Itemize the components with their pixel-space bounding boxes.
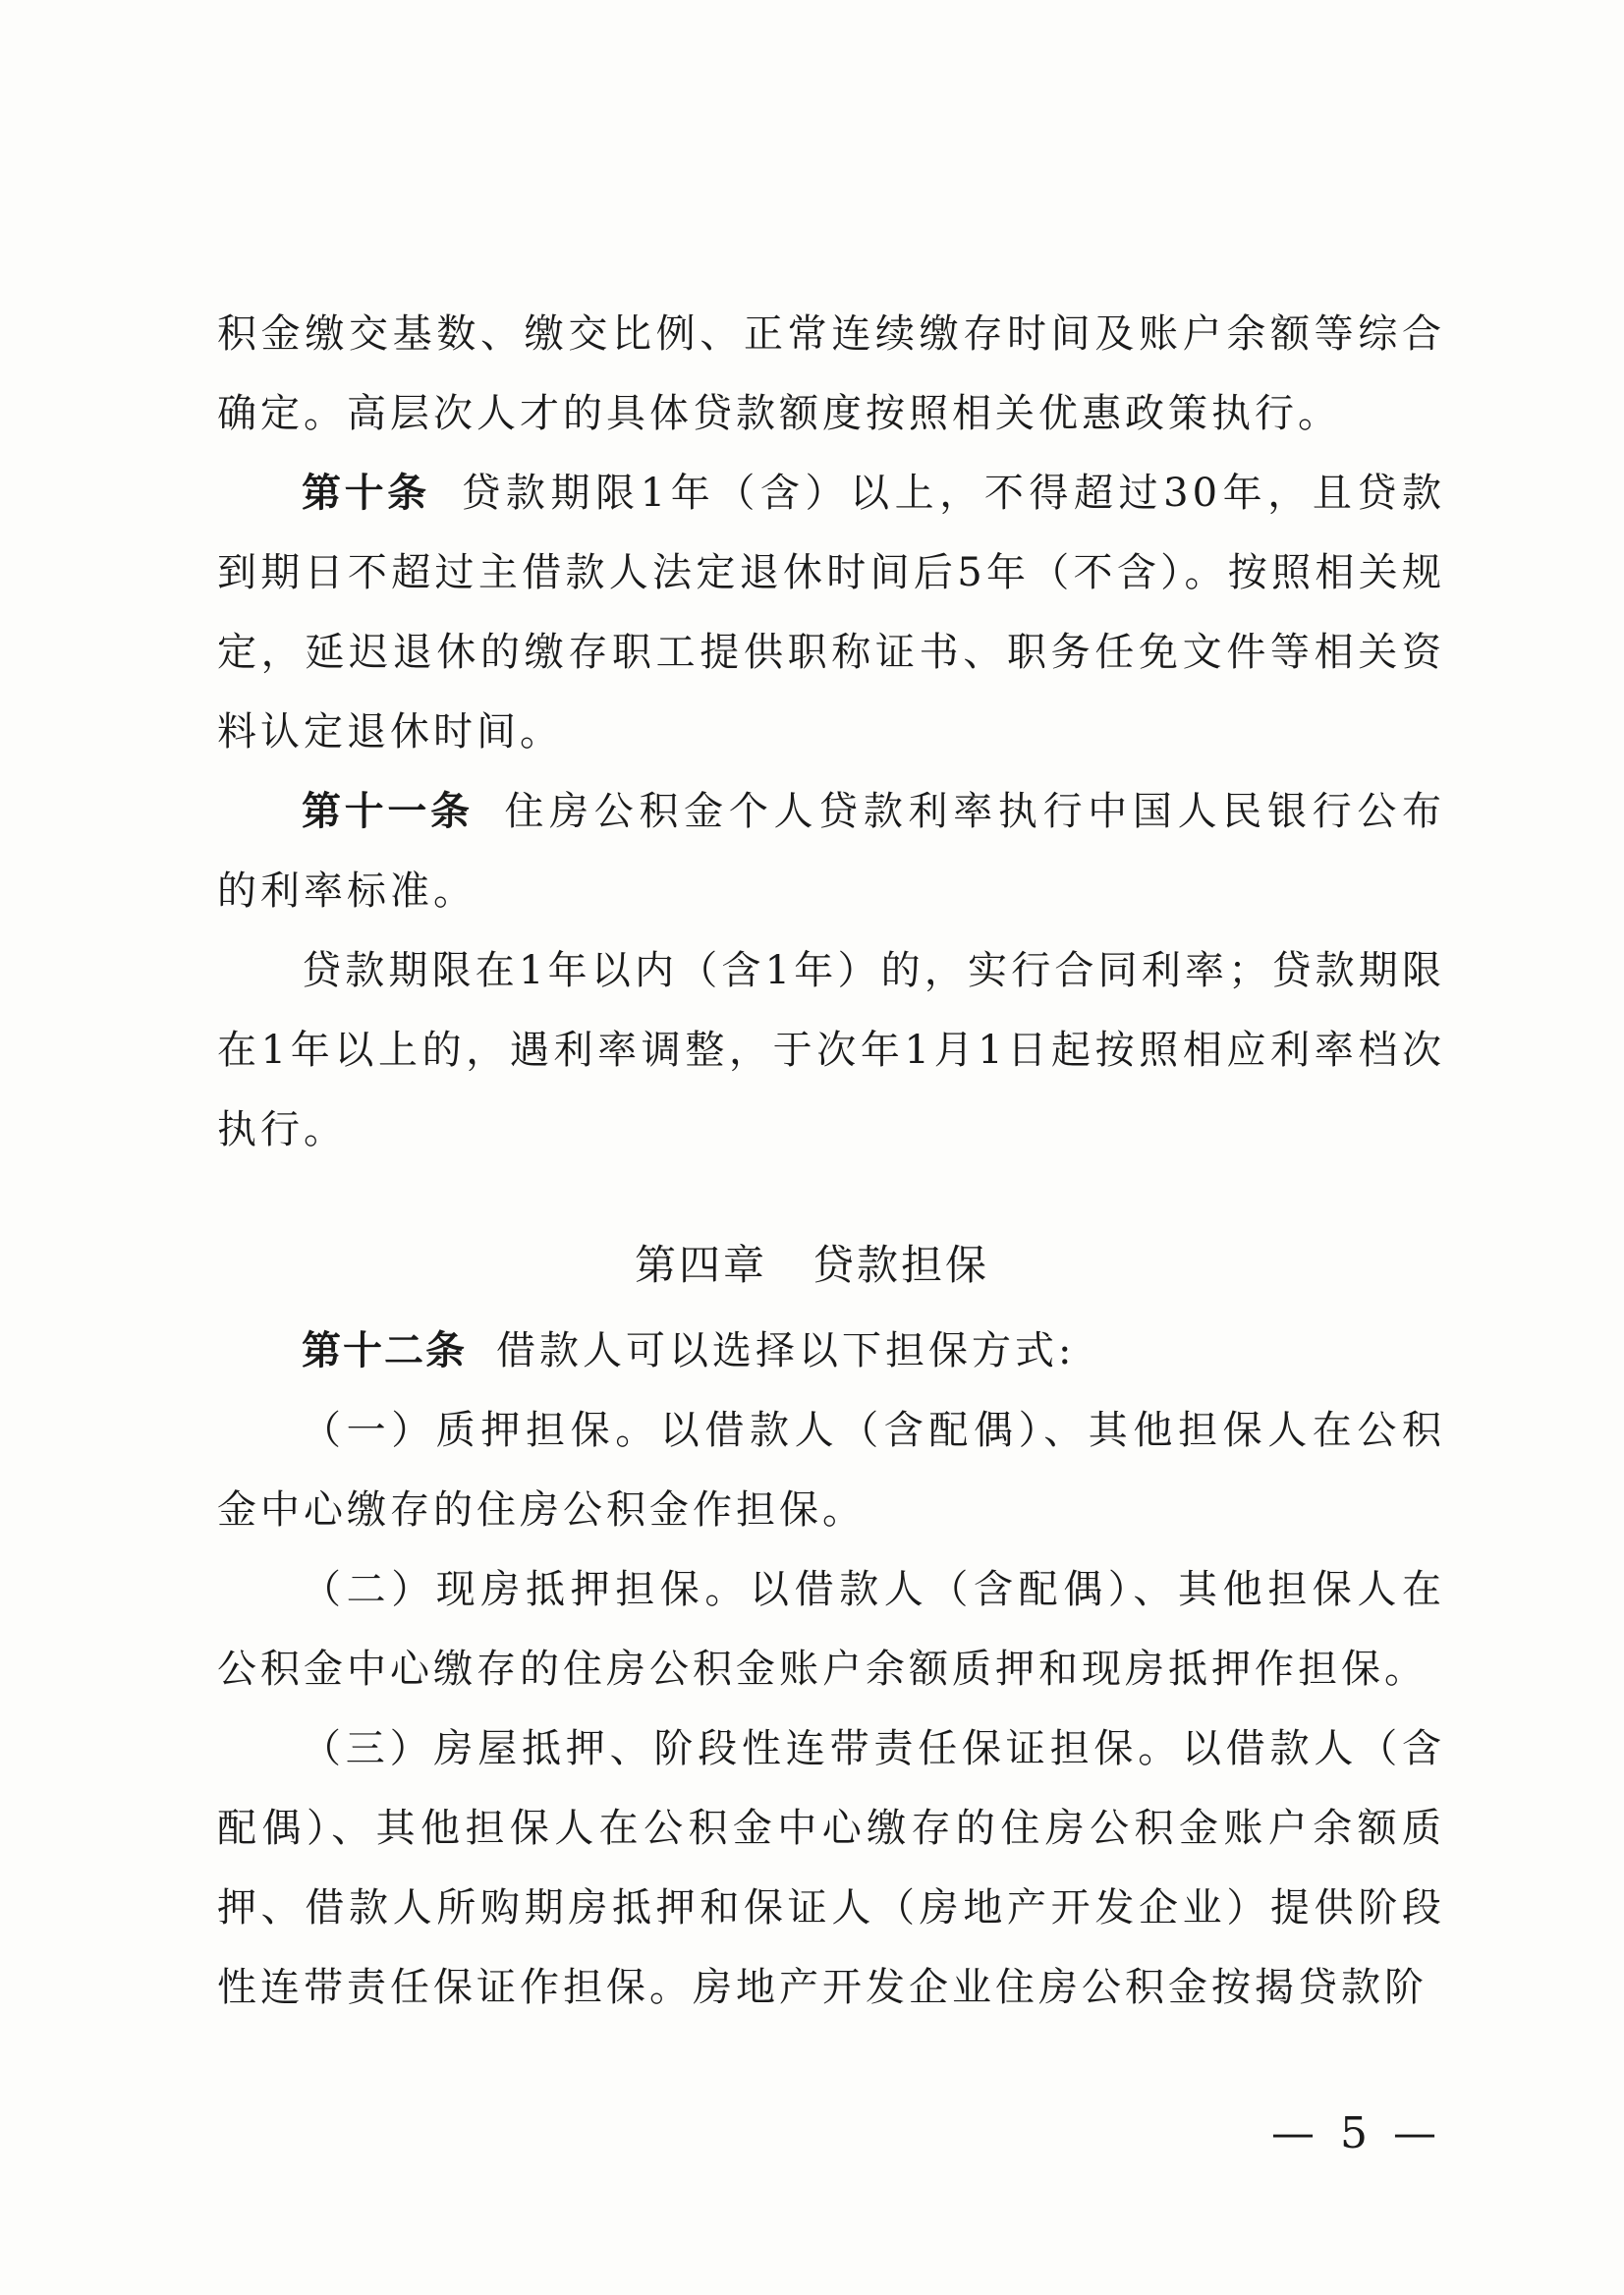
article-12-text: 借款人可以选择以下担保方式: (496, 1328, 1076, 1373)
loan-term-rate-text: 贷款期限在1年以内（含1年）的，实行合同利率；贷款期限在1年以上的，遇利率调整，于次年1月1日起按照相应利率档次执行。 (217, 948, 1445, 1152)
paragraph-guarantee-1 (217, 1391, 1445, 1550)
article-11-heading: 第十一条 (302, 789, 474, 834)
body-bottom (217, 1312, 1445, 2028)
chapter-heading (0, 1236, 1624, 1295)
paragraph-loan-term-rate (217, 931, 1445, 1170)
article-12-heading: 第十二条 (302, 1328, 467, 1373)
article-10-heading: 第十条 (302, 471, 430, 516)
paragraph-guarantee-3 (217, 1709, 1445, 2028)
page-number: — 5 — (1271, 2108, 1442, 2158)
paragraph-article-12 (217, 1312, 1445, 1391)
guarantee-2-text: （二）现房抵押担保。以借款人（含配偶）、其他担保人在公积金中心缴存的住房公积金账户余额质押和现房抵押作担保。 (217, 1567, 1445, 1692)
article-10-text: 贷款期限1年（含）以上，不得超过30年，且贷款到期日不超过主借款人法定退休时间后5年（不含）。按照相关规定，延迟退休的缴存职工提供职称证书、职务任免文件等相关资料认定退休时间。 (217, 471, 1445, 755)
paragraph-guarantee-2 (217, 1550, 1445, 1709)
paragraph-1-text: 积金缴交基数、缴交比例、正常连续缴存时间及账户余额等综合确定。高层次人才的具体贷款额度按照相关优惠政策执行。 (217, 311, 1445, 436)
body-top (217, 295, 1445, 1170)
chapter-number: 第四章 (634, 1241, 767, 1289)
paragraph-1 (217, 295, 1445, 454)
chapter-title: 贷款担保 (812, 1241, 990, 1289)
paragraph-article-11 (217, 772, 1445, 931)
guarantee-1-text: （一）质押担保。以借款人（含配偶）、其他担保人在公积金中心缴存的住房公积金作担保。 (217, 1408, 1445, 1533)
guarantee-3-text: （三）房屋抵押、阶段性连带责任保证担保。以借款人（含配偶）、其他担保人在公积金中心缴存的住房公积金账户余额质押、借款人所购期房抵押和保证人（房地产开发企业）提供阶段性连带责任保证作担保。房地产开发企业住房公积金按揭贷款阶 (217, 1726, 1445, 2010)
paragraph-article-10 (217, 454, 1445, 772)
article-11-text: 住房公积金个人贷款利率执行中国人民银行公布的利率标准。 (217, 789, 1446, 914)
